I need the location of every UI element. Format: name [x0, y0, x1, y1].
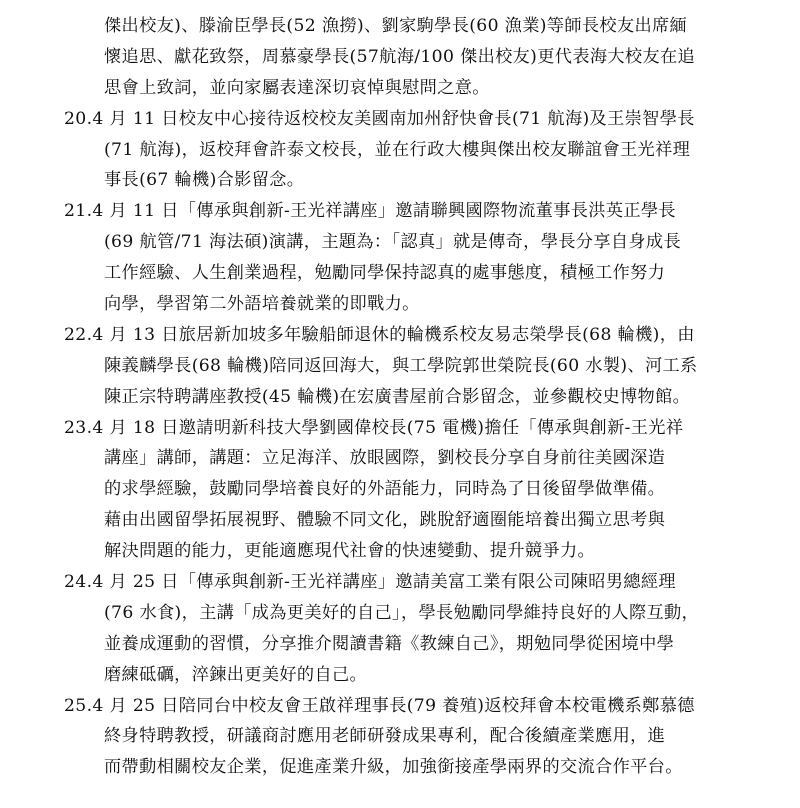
text-line: 講座」講師，講題：立足海洋、放眼國際，劉校長分享自身前往美國深造 — [104, 448, 666, 469]
text-line: 的求學經驗，鼓勵同學培養良好的外語能力，同時為了日後留學做準備。 — [104, 479, 666, 500]
text-line: 陳正宗特聘講座教授(45 輪機)在宏廣書屋前合影留念，並參觀校史博物館。 — [104, 386, 691, 407]
text-line: 並養成運動的習慣，分享推介閱讀書籍《教練自己》，期勉同學從困境中學 — [104, 633, 675, 654]
text-line: 陳義麟學長(68 輪機)陪同返回海大，與工學院郭世榮院長(60 水製)、河工系 — [104, 355, 698, 376]
list-item-21: 21.4 月 11 日「傳承與創新-王光祥講座」邀請聯興國際物流董事長洪英正學長 — [64, 201, 676, 222]
list-item-20: 20.4 月 11 日校友中心接待返校校友美國南加州舒快會長(71 航海)及王崇智學長 — [64, 108, 695, 129]
list-item-25: 25.4 月 25 日陪同台中校友會王啟祥理事長(79 養殖)返校拜會本校電機系鄭慕德 — [64, 695, 695, 716]
text-line: 思會上致詞，並向家屬表達深切哀悼與慰問之意。 — [104, 77, 490, 98]
text-line: 磨練砥礪，淬鍊出更美好的自己。 — [104, 664, 368, 685]
text-line: 工作經驗、人生創業過程，勉勵同學保持認真的處事態度，積極工作努力 — [104, 263, 666, 284]
text-line: 傑出校友)、滕渝臣學長(52 漁撈)、劉家駒學長(60 漁業)等師長校友出席緬 — [104, 16, 688, 36]
text-line: (71 航海)，返校拜會許泰文校長，並在行政大樓與傑出校友聯誼會王光祥理 — [104, 139, 691, 160]
text-line: 而帶動相關校友企業，促進產業升級，加強銜接產學兩界的交流合作平台。 — [104, 757, 683, 778]
document-body — [64, 11, 754, 783]
text-line: 終身特聘教授，研議商討應用老師研發成果專利，配合後續產業應用，進 — [104, 726, 666, 747]
text-line: 藉由出國留學拓展視野、體驗不同文化，跳脫舒適圈能培養出獨立思考與 — [104, 510, 666, 531]
list-item-23: 23.4 月 18 日邀請明新科技大學劉國偉校長(75 電機)擔任「傳承與創新-王光祥 — [64, 417, 684, 438]
text-line: 向學，學習第二外語培養就業的即戰力。 — [104, 294, 420, 315]
text-line: (76 水食)，主講「成為更美好的自己」，學長勉勵同學維持良好的人際互動， — [104, 602, 700, 623]
text-line: (69 航管/71 海法碩)演講，主題為：「認真」就是傳奇，學長分享自身成長 — [104, 232, 682, 253]
text-line: 事長(67 輪機)合影留念。 — [104, 170, 305, 191]
text-line: 解決問題的能力，更能適應現代社會的快速變動、提升競爭力。 — [104, 541, 596, 562]
text-line: 懷追思、獻花致祭，周慕豪學長(57航海/100 傑出校友)更代表海大校友在追 — [104, 46, 696, 67]
list-item-24: 24.4 月 25 日「傳承與創新-王光祥講座」邀請美富工業有限公司陳昭男總經理 — [64, 572, 676, 593]
list-item-22: 22.4 月 13 日旅居新加坡多年驗船師退休的輪機系校友易志榮學長(68 輪機)，由 — [64, 324, 695, 345]
